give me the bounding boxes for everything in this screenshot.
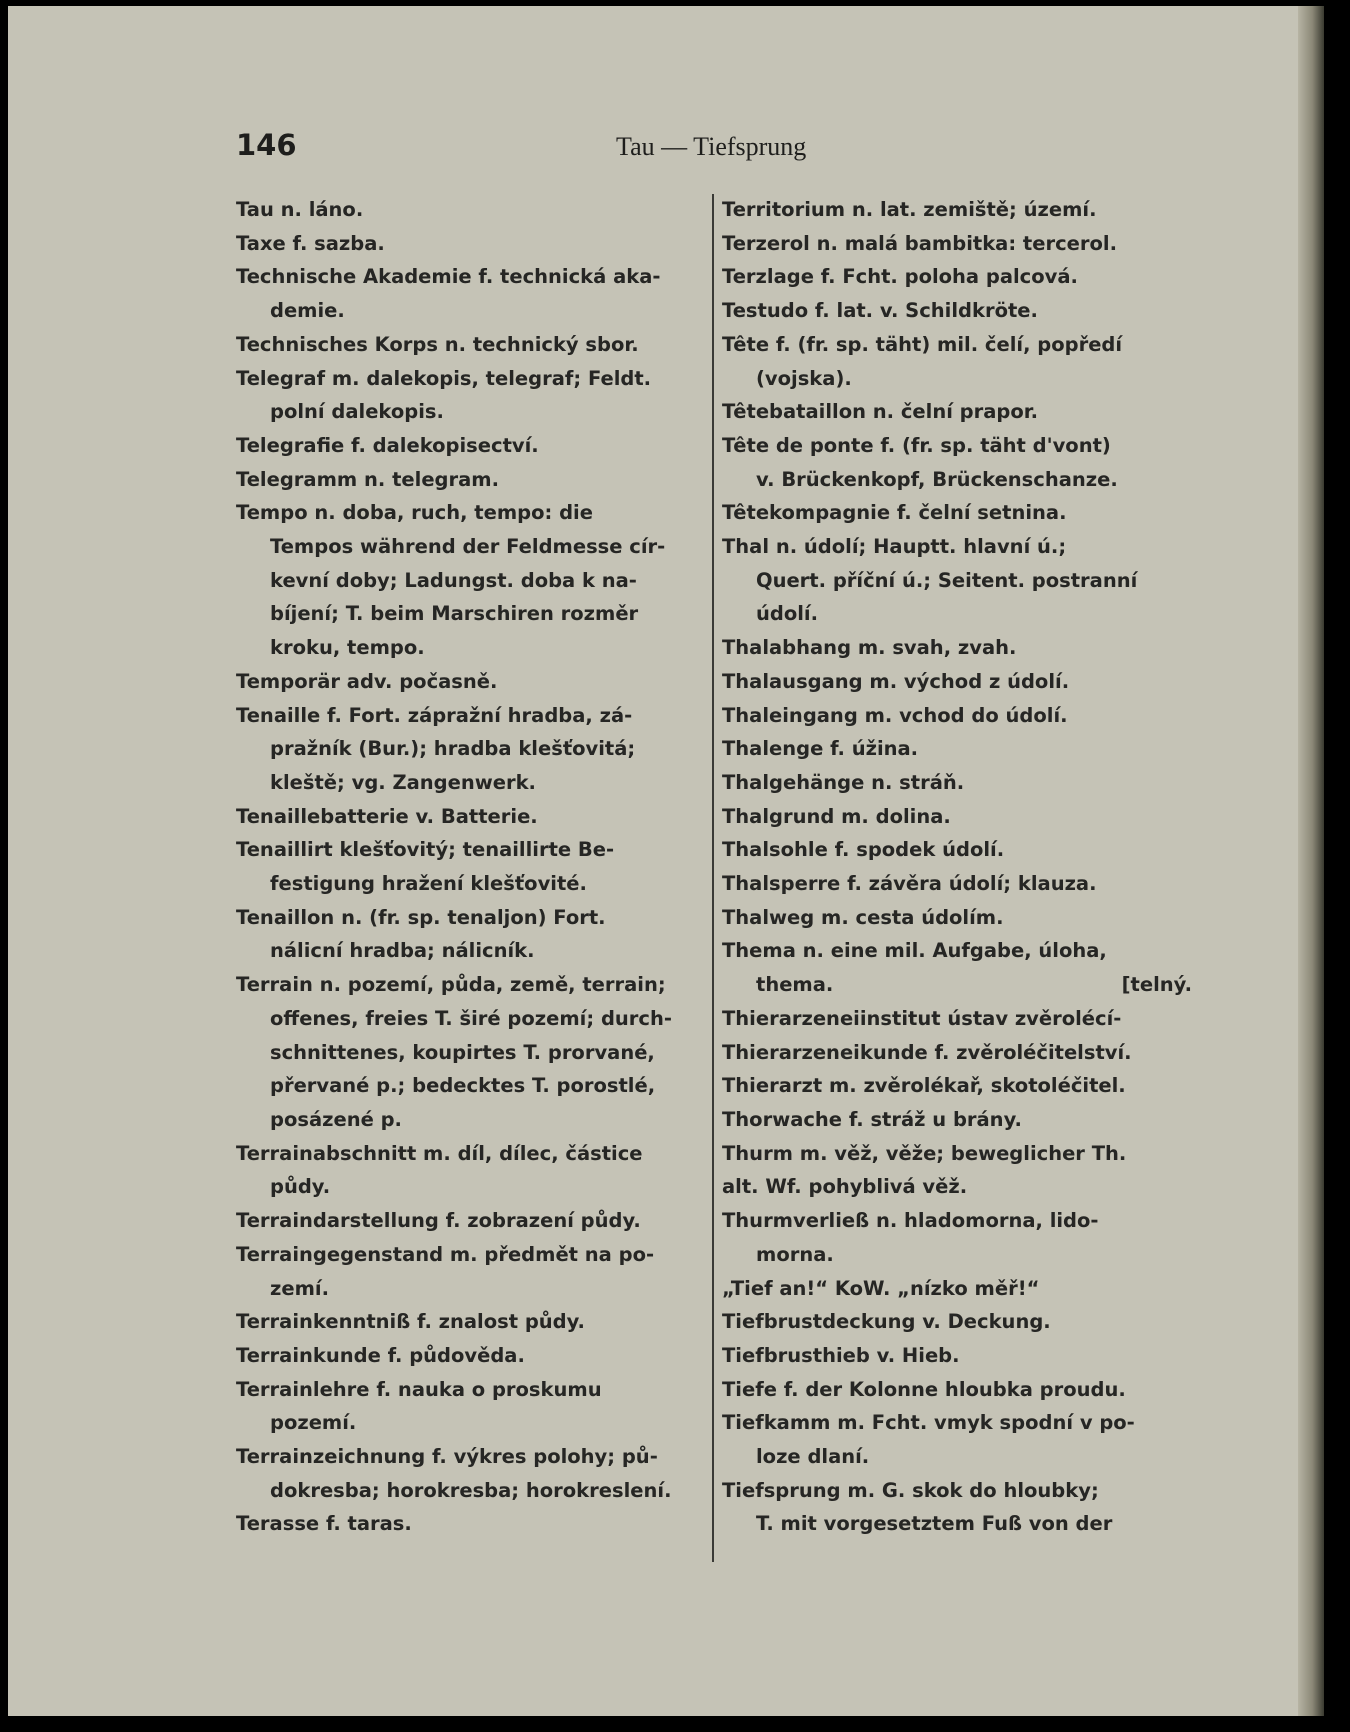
entry-line: T. mit vorgesetztem Fuß von der [756, 1512, 1113, 1536]
entry-line: Quert. příční ú.; Seitent. postranní [756, 568, 1138, 592]
entry-line: půdy. [270, 1175, 331, 1199]
entry-line: kevní doby; Ladungst. doba k na- [270, 568, 637, 592]
left-column [236, 193, 701, 1541]
entry-line: Tiefbrusthieb v. Hieb. [722, 1343, 960, 1367]
entry-line: Tenaillon n. (fr. sp. tenaljon) Fort. [236, 905, 606, 929]
page-number: 146 [236, 128, 297, 162]
running-head: Tau — Tiefsprung [616, 132, 807, 161]
entry-line: Terrainzeichnung f. výkres polohy; pů- [236, 1445, 658, 1469]
entry-line: „Tief an!“ KoW. „nízko měř!“ [722, 1276, 1040, 1300]
entry-line: Testudo f. lat. v. Schildkröte. [722, 299, 1038, 323]
column-divider [712, 194, 714, 1562]
book-spine-shadow [1298, 6, 1324, 1716]
entry-line: Thierarzeneiinstitut ústav zvěrolécí- [722, 1006, 1122, 1030]
entry-line: Telegramm n. telegram. [236, 467, 500, 491]
entry-line: Thalsohle f. spodek údolí. [722, 838, 1005, 862]
entry-line: Thurmverließ n. hladomorna, lido- [722, 1209, 1099, 1233]
entry-line: Terrainabschnitt m. díl, dílec, částice [236, 1141, 643, 1165]
entry-line: Terrainkenntniß f. znalost půdy. [236, 1310, 585, 1334]
entry-line: Thurm m. věž, věže; beweglicher Th. [722, 1141, 1127, 1165]
entry-line: (vojska). [756, 366, 852, 390]
entry-line: demie. [270, 299, 345, 323]
entry-line: Terrain n. pozemí, půda, země, terrain; [236, 973, 666, 997]
entry-line: Thalgrund m. dolina. [722, 804, 951, 828]
entry-line: Thema n. eine mil. Aufgabe, úloha, [722, 939, 1107, 963]
entry-line: pražník (Bur.); hradba klešťovitá; [270, 737, 636, 761]
entry-line: přervané p.; bedecktes T. porostlé, [270, 1074, 656, 1098]
entry-line: Thaleingang m. vchod do údolí. [722, 703, 1068, 727]
entry-line: údolí. [756, 602, 819, 626]
entry-line: v. Brückenkopf, Brückenschanze. [756, 467, 1118, 491]
entry-line: Telegraf m. dalekopis, telegraf; Feldt. [236, 366, 652, 390]
entry-line: Tiefkamm m. Fcht. vmyk spodní v po- [722, 1411, 1135, 1435]
entry-line: Taxe f. sazba. [236, 231, 385, 255]
entry-line: offenes, freies T. širé pozemí; durch- [270, 1006, 672, 1030]
entry-line: Terrainlehre f. nauka o proskumu [236, 1377, 602, 1401]
entry-line: Temporär adv. počasně. [236, 669, 498, 693]
entry-line: morna. [756, 1242, 834, 1266]
entry-line: Tiefe f. der Kolonne hloubka proudu. [722, 1377, 1126, 1401]
entry-line: Tau n. láno. [236, 198, 364, 221]
entry-line: Tempos während der Feldmesse cír- [270, 535, 666, 559]
entry-line: Têtebataillon n. čelní prapor. [722, 400, 1039, 424]
entry-line: Terzlage f. Fcht. poloha palcová. [722, 265, 1078, 289]
entry-line: Thalgehänge n. stráň. [722, 770, 965, 794]
right-column [722, 193, 1192, 1541]
entry-line: Terrainkunde f. půdověda. [236, 1343, 525, 1367]
entry-line: Tenaillebatterie v. Batterie. [236, 804, 538, 828]
entry-line: Thalabhang m. svah, zvah. [722, 636, 1017, 660]
entry-line: Tenaillirt klešťovitý; tenaillirte Be- [236, 838, 615, 862]
entry-line: Thalausgang m. východ z údolí. [722, 669, 1070, 693]
page-header [236, 124, 1196, 174]
entry-line: Terzerol n. malá bambitka: tercerol. [722, 231, 1117, 255]
entry-line: Tête f. (fr. sp. täht) mil. čelí, popředí [722, 332, 1123, 356]
entry-line: posázené p. [270, 1107, 402, 1131]
entry-line: dokresba; horokresba; horokreslení. [270, 1478, 672, 1502]
entry-line: Terasse f. taras. [236, 1512, 412, 1536]
entry-line: thema. [telný. [756, 973, 1192, 997]
entry-line: Telegrafie f. dalekopisectví. [236, 433, 539, 457]
entry-line: Thalweg m. cesta údolím. [722, 905, 1004, 929]
entry-line: loze dlaní. [756, 1445, 870, 1469]
entry-line: kleště; vg. Zangenwerk. [270, 770, 536, 794]
entry-line: Thierarzt m. zvěrolékař, skotoléčitel. [722, 1074, 1126, 1098]
entry-line: Thierarzeneikunde f. zvěroléčitelství. [722, 1040, 1132, 1064]
entry-line: Technische Akademie f. technická aka- [236, 265, 661, 289]
entry-line: Thorwache f. stráž u brány. [722, 1107, 1022, 1131]
entry-line: bíjení; T. beim Marschiren rozměr [270, 602, 639, 626]
entry-line: Tête de ponte f. (fr. sp. täht d'vont) [722, 433, 1111, 457]
entry-line: zemí. [270, 1276, 329, 1300]
entry-line: Thal n. údolí; Hauptt. hlavní ú.; [722, 535, 1067, 559]
entry-line: Thalsperre f. závěra údolí; klauza. [722, 872, 1097, 896]
entry-line: Tempo n. doba, ruch, tempo: die [236, 501, 593, 525]
entry-line: pozemí. [270, 1411, 357, 1435]
entry-line: festigung hražení klešťovité. [270, 872, 587, 896]
entry-line: Technisches Korps n. technický sbor. [236, 332, 639, 356]
entry-line: kroku, tempo. [270, 636, 425, 660]
entry-line: Thalenge f. úžina. [722, 737, 919, 761]
entry-line: Terraingegenstand m. předmět na po- [236, 1242, 655, 1266]
entry-line: alt. Wf. pohyblivá věž. [722, 1175, 968, 1199]
entry-line: Tiefbrustdeckung v. Deckung. [722, 1310, 1051, 1334]
entry-line: Territorium n. lat. zemiště; území. [722, 198, 1097, 221]
entry-line: Tenaille f. Fort. zápražní hradba, zá- [236, 703, 633, 727]
entry-line: Têtekompagnie f. čelní setnina. [722, 501, 1067, 525]
entry-line: schnittenes, koupirtes T. prorvané, [270, 1040, 655, 1064]
entry-line: Terraindarstellung f. zobrazení půdy. [236, 1209, 641, 1233]
entry-line: nálicní hradba; nálicník. [270, 939, 535, 963]
entry-line: polní dalekopis. [270, 400, 444, 424]
entry-line: Tiefsprung m. G. skok do hloubky; [722, 1478, 1099, 1502]
dictionary-page [8, 6, 1324, 1716]
